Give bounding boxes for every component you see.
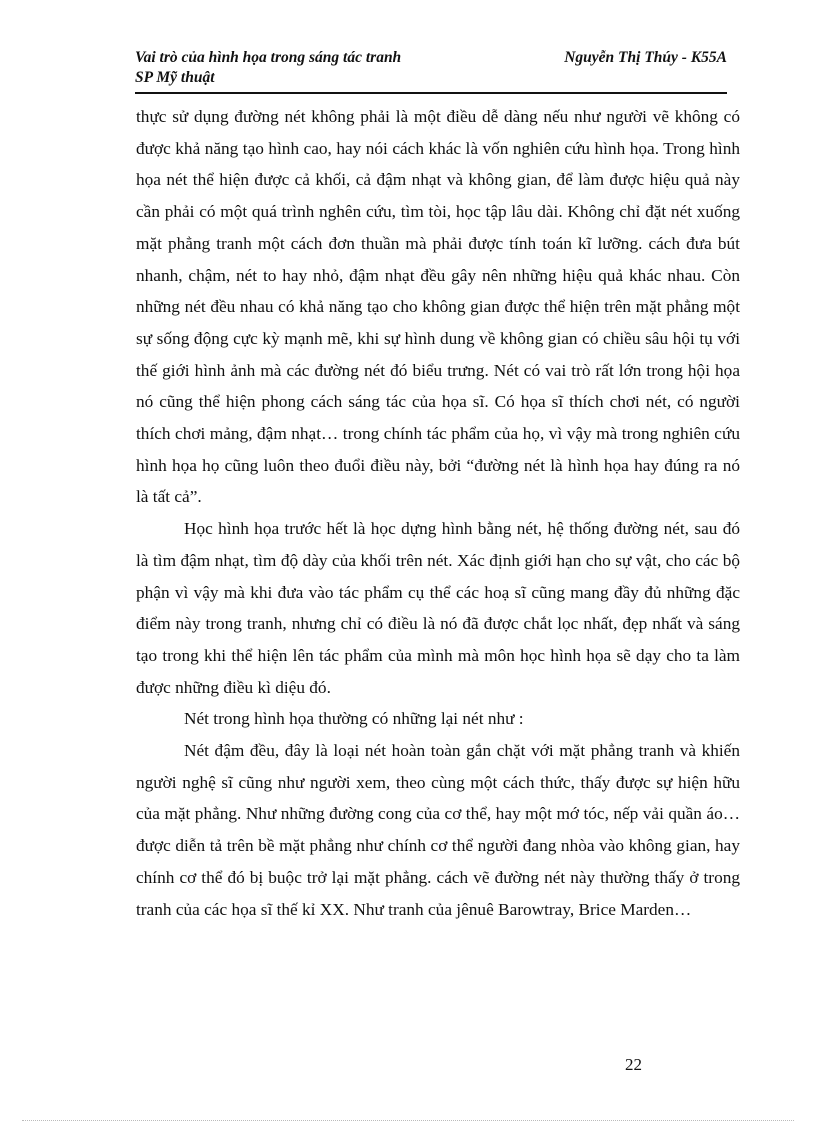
header-title-line2: SP Mỹ thuật: [135, 69, 215, 86]
header-title: [135, 48, 401, 88]
paragraph: Nét trong hình họa thường có những lại nét như :: [184, 709, 524, 729]
page-bottom-divider: [22, 1120, 794, 1121]
body-text: [136, 101, 740, 925]
paragraph: Nét đậm đều, đây là loại nét hoàn toàn gắn chặt với mặt phẳng tranh và khiến người nghệ sĩ cũng như người xem, theo cùng một cách thức, thấy được sự hiện hữu của mặt phẳng. Như những đường cong của cơ thể, hay một mớ tóc, nếp vải quần áo… được diễn tả trên bề mặt phẳng như chính cơ thể người đang nhòa vào không gian, hay chính cơ thể đó bị buộc trở lại mặt phẳng. cách vẽ đường nét này thường thấy ở trong tranh của các họa sĩ thế kỉ XX. Như tranh của jênuê Barowtray, Brice Marden…: [136, 741, 740, 919]
header-author: Nguyễn Thị Thúy - K55A: [564, 49, 727, 66]
page-number: 22: [625, 1055, 642, 1074]
running-header: [135, 48, 727, 94]
header-title-line1: Vai trò của hình họa trong sáng tác tranh: [135, 49, 402, 66]
paragraph: thực sử dụng đường nét không phải là một điều dễ dàng nếu như người vẽ không có được khả năng tạo hình cao, hay nói cách khác là vốn nghiên cứu hình họa. Trong hình họa nét thể hiện được cả khối, cả đậm nhạt và không gian, để làm được hiệu quả này cần phải có một quá trình nghên cứu, tìm tòi, học tập lâu dài. Không chỉ đặt nét xuống mặt phẳng tranh một cách đơn thuần mà phải được tính toán kĩ lưỡng. cách đưa bút nhanh, chậm, nét to hay nhỏ, đậm nhạt đều gây nên những hiệu quả khác nhau. Còn những nét đều nhau có khả năng tạo cho không gian được thể hiện trên mặt phẳng một sự sống động cực kỳ mạnh mẽ, khi sự hình dung về không gian có chiều sâu hội tụ với thế giới hình ảnh mà các đường nét đó biểu trưng. Nét có vai trò rất lớn trong hội họa nó cũng thể hiện phong cách sáng tác của họa sĩ. Có họa sĩ thích chơi nét, có người thích chơi mảng, đậm nhạt… trong chính tác phẩm của họ, vì vậy mà trong nghiên cứu hình họa họ cũng luôn theo đuổi điều này, bởi “đường nét là hình họa hay đúng ra nó là tất cả”.: [136, 107, 740, 507]
paragraph: Học hình họa trước hết là học dựng hình bằng nét, hệ thống đường nét, sau đó là tìm đậm nhạt, tìm độ dày của khối trên nét. Xác định giới hạn cho sự vật, cho các bộ phận vì vậy mà khi đưa vào tác phẩm cụ thể các hoạ sĩ cũng mang đầy đủ những đặc điểm này trong tranh, nhưng chỉ có điều là nó đã được chắt lọc nhất, đẹp nhất và sáng tạo trong khi thể hiện lên tác phẩm của mình mà môn học hình họa sẽ dạy cho ta làm được những điều kì diệu đó.: [136, 519, 740, 697]
